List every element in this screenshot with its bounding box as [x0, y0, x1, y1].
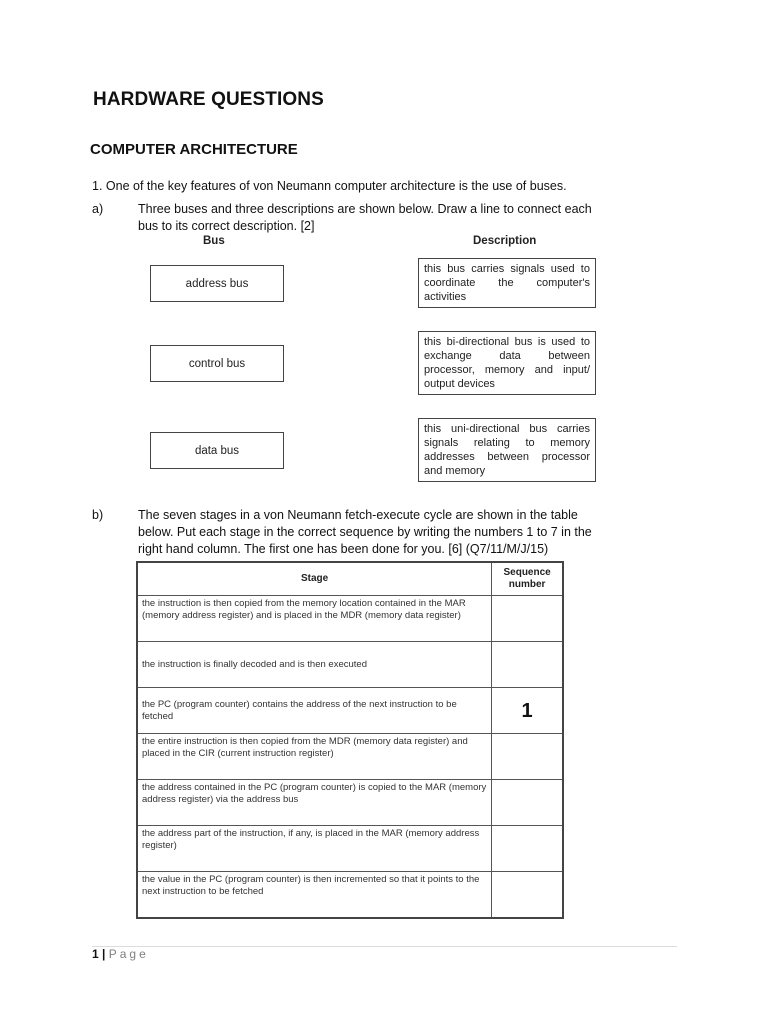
page-footer — [92, 947, 149, 961]
sequence-cell[interactable] — [492, 872, 563, 918]
description-column-heading: Description — [473, 235, 537, 247]
description-box-3: this uni-directional bus carries signals relating to memory addresses between processor and memory — [418, 418, 596, 482]
page-number: 1 — [92, 947, 99, 961]
bus-box-address: address bus — [150, 265, 284, 302]
part-b-text: The seven stages in a von Neumann fetch-execute cycle are shown in the table below. Put each stage in the correct sequence by writing the numbers 1 to 7 in the right hand column. The first one has been done for you. [6] (Q7/11/M/J/15) — [138, 508, 592, 556]
table-row — [137, 642, 563, 688]
footer-separator: | — [102, 947, 106, 961]
page-title: HARDWARE QUESTIONS — [93, 89, 324, 110]
description-box-1: this bus carries signals used to coordinate the computer's activities — [418, 258, 596, 308]
page-label: Page — [108, 947, 149, 961]
part-a-text: Three buses and three descriptions are shown below. Draw a line to connect each bus to its correct description. [2] — [138, 202, 592, 233]
sequence-cell[interactable] — [492, 596, 563, 642]
table-row — [137, 872, 563, 918]
stage-cell: the instruction is finally decoded and is then executed — [137, 642, 492, 688]
table-row — [137, 780, 563, 826]
sequence-cell[interactable] — [492, 780, 563, 826]
stage-cell: the PC (program counter) contains the address of the next instruction to be fetched — [137, 688, 492, 734]
stage-column-header: Stage — [137, 562, 492, 596]
part-b-label: b) — [92, 508, 104, 522]
table-row — [137, 688, 563, 734]
bus-column-heading: Bus — [203, 235, 225, 247]
question-1-intro: 1. One of the key features of von Neumann computer architecture is the use of buses. — [92, 179, 567, 193]
table-header-row — [137, 562, 563, 596]
part-a-label: a) — [92, 202, 104, 216]
stage-cell: the entire instruction is then copied from the MDR (memory data register) and placed in the CIR (current instruction register) — [137, 734, 492, 780]
section-title: COMPUTER ARCHITECTURE — [90, 141, 298, 158]
bus-box-control: control bus — [150, 345, 284, 382]
sequence-cell[interactable] — [492, 734, 563, 780]
description-box-2: this bi-directional bus is used to exchange data between processor, memory and input/ output devices — [418, 331, 596, 395]
sequence-table — [136, 561, 564, 919]
sequence-cell[interactable]: 1 — [492, 688, 563, 734]
table-row — [137, 734, 563, 780]
sequence-column-header: Sequence number — [492, 562, 563, 596]
table-row — [137, 596, 563, 642]
stage-cell: the address part of the instruction, if any, is placed in the MAR (memory address register) — [137, 826, 492, 872]
footer-divider — [92, 946, 677, 947]
table-row — [137, 826, 563, 872]
bus-box-data: data bus — [150, 432, 284, 469]
sequence-cell[interactable] — [492, 826, 563, 872]
sequence-cell[interactable] — [492, 642, 563, 688]
stage-cell: the address contained in the PC (program counter) is copied to the MAR (memory address register) via the address bus — [137, 780, 492, 826]
stage-cell: the instruction is then copied from the memory location contained in the MAR (memory address register) and is placed in the MDR (memory data register) — [137, 596, 492, 642]
stage-cell: the value in the PC (program counter) is then incremented so that it points to the next instruction to be fetched — [137, 872, 492, 918]
